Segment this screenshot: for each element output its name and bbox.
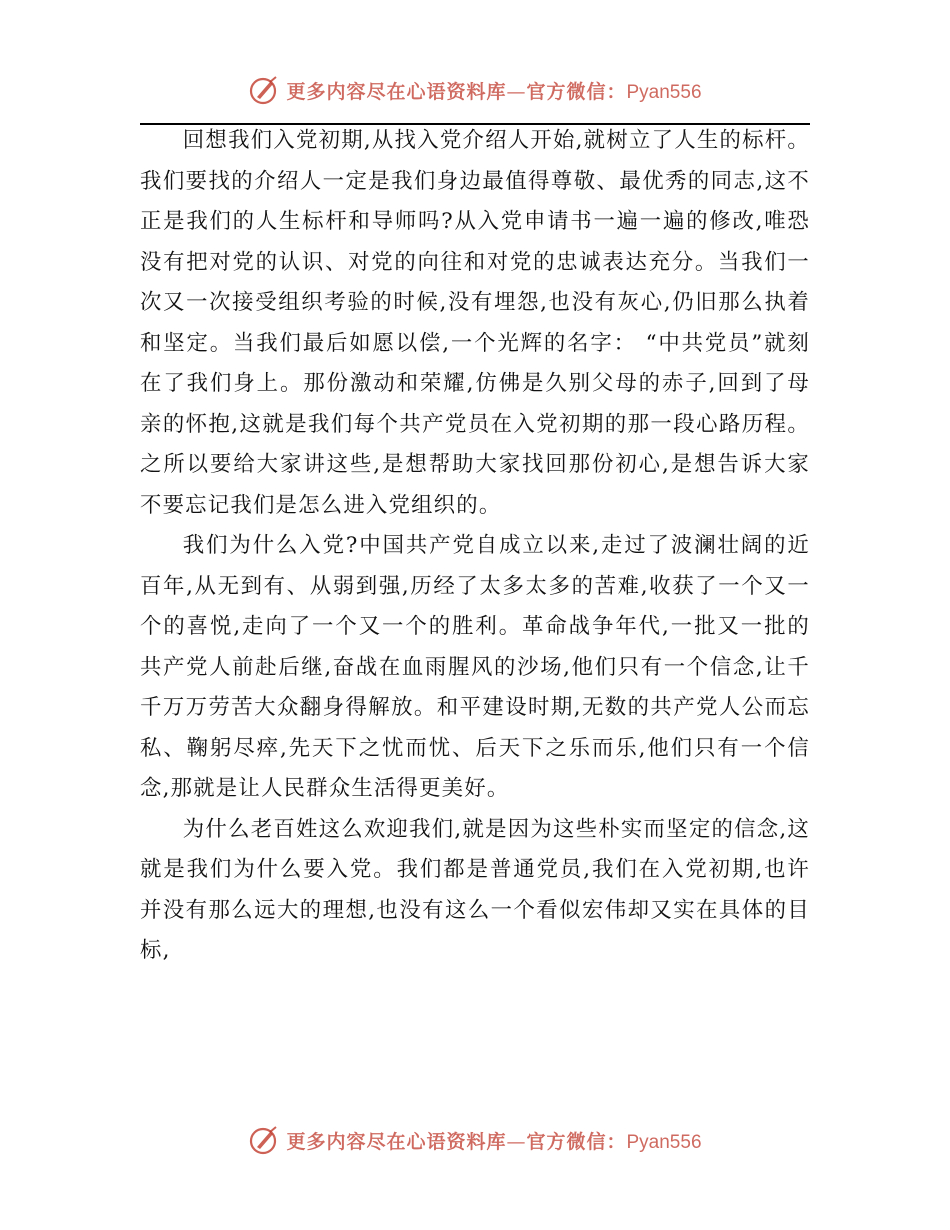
quill-seal-icon <box>248 74 280 106</box>
header-brand: 更多内容尽在心语资料库 <box>286 80 507 103</box>
header-wechat-id: Pyan556 <box>626 81 702 103</box>
paragraph-2: 我们为什么入党?中国共产党自成立以来,走过了波澜壮阔的近百年,从无到有、从弱到强,历经了太多太多的苦难,收获了一个又一个的喜悦,走向了一个又一个的胜利。革命战争年代,一批又一批的共产党人前赴后继,奋战在血雨腥风的沙场,他们只有一个信念,让千千万万劳苦大众翻身得解放。和平建设时期,无数的共产党人公而忘私、鞠躬尽瘁,先天下之忧而忧、后天下之乐而乐,他们只有一个信念,那就是让人民群众生活得更美好。 <box>140 533 810 801</box>
header-wechat-label: 官方微信： <box>526 80 627 103</box>
footer-text <box>286 1127 701 1154</box>
footer-separator: — <box>506 1130 527 1153</box>
header-watermark <box>0 70 950 110</box>
paragraph-3: 为什么老百姓这么欢迎我们,就是因为这些朴实而坚定的信念,这就是我们为什么要入党。我们都是普通党员,我们在入党初期,也许并没有那么远大的理想,也没有这么一个看似宏伟却又实在具体的目标, <box>140 816 810 963</box>
document-body <box>140 121 810 972</box>
header-text <box>286 77 701 104</box>
footer-wechat-label: 官方微信： <box>526 1130 627 1153</box>
paragraph-1: 回想我们入党初期,从找入党介绍人开始,就树立了人生的标杆。我们要找的介绍人一定是我们身边最值得尊敬、最优秀的同志,这不正是我们的人生标杆和导师吗?从入党申请书一遍一遍的修改,唯恐没有把对党的认识、对党的向往和对党的忠诚表达充分。当我们一次又一次接受组织考验的时候,没有埋怨,也没有灰心,仍旧那么执着和坚定。当我们最后如愿以偿,一个光辉的名字： “中共党员”就刻在了我们身上。那份激动和荣耀,仿佛是久别父母的赤子,回到了母亲的怀抱,这就是我们每个共产党员在入党初期的那一段心路历程。之所以要给大家讲这些,是想帮助大家找回那份初心,是想告诉大家不要忘记我们是怎么进入党组织的。 <box>140 128 810 518</box>
footer-brand: 更多内容尽在心语资料库 <box>286 1130 507 1153</box>
quill-seal-icon <box>248 1124 280 1156</box>
footer-wechat-id: Pyan556 <box>626 1131 702 1153</box>
header-separator: — <box>506 80 527 103</box>
footer-watermark <box>0 1120 950 1160</box>
